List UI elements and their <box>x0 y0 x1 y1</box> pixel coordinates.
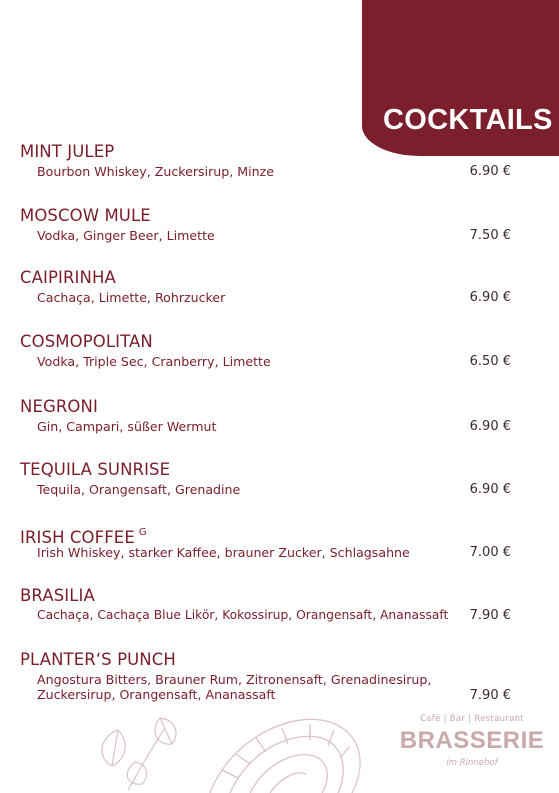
item-name-text: IRISH COFFEE <box>20 528 135 547</box>
menu-item-brasilia <box>20 586 520 623</box>
item-description: Cachaça, Limette, Rohrzucker <box>37 290 226 305</box>
item-name: TEQUILA SUNRISE <box>20 460 171 479</box>
menu-item-mint-julep <box>20 142 520 179</box>
item-description: Tequila, Orangensaft, Grenadine <box>37 482 241 497</box>
logo-name: BRASSERIE <box>399 727 545 754</box>
item-description <box>37 672 497 702</box>
item-price: 7.00 € <box>469 545 511 560</box>
brasserie-logo <box>392 714 552 786</box>
item-description-line: Angostura Bitters, Brauner Rum, Zitronensaft, Grenadinesirup, <box>37 672 432 687</box>
item-name: PLANTER‘S PUNCH <box>20 650 176 669</box>
item-description: Cachaça, Cachaça Blue Likör, Kokossirup, Orangensaft, Ananassaft <box>37 608 449 622</box>
item-price: 6.90 € <box>469 482 511 497</box>
item-name: BRASILIA <box>20 586 95 605</box>
item-price: 6.90 € <box>469 290 511 305</box>
item-name: MINT JULEP <box>20 142 115 161</box>
item-name: COSMOPOLITAN <box>20 332 153 351</box>
item-price: 6.50 € <box>469 354 511 369</box>
item-price: 7.50 € <box>469 228 511 243</box>
menu-item-moscow-mule <box>20 206 520 243</box>
menu-item-planters-punch <box>20 650 520 703</box>
page-title: COCKTAILS <box>383 104 553 136</box>
logo-subtitle: im Rinnehof <box>446 758 498 768</box>
menu-item-cosmopolitan <box>20 332 520 369</box>
item-price: 7.90 € <box>469 688 511 703</box>
logo-tagline: Café | Bar | Restaurant <box>420 714 524 724</box>
item-name: NEGRONI <box>20 397 98 416</box>
item-name: CAIPIRINHA <box>20 268 116 287</box>
item-name: MOSCOW MULE <box>20 206 151 225</box>
item-price: 6.90 € <box>469 419 511 434</box>
menu-item-irish-coffee <box>20 523 520 560</box>
item-description-line: Zuckersirup, Orangensaft, Ananassaft <box>37 687 276 702</box>
item-description: Vodka, Triple Sec, Cranberry, Limette <box>37 354 271 369</box>
item-description: Bourbon Whiskey, Zuckersirup, Minze <box>37 164 274 179</box>
item-price: 7.90 € <box>469 608 511 623</box>
menu-item-tequila-sunrise <box>20 460 520 497</box>
item-description: Irish Whiskey, starker Kaffee, brauner Zucker, Schlagsahne <box>37 545 410 560</box>
menu-item-caipirinha <box>20 268 520 305</box>
item-description: Gin, Campari, süßer Wermut <box>37 419 217 434</box>
item-marker: G <box>138 527 147 538</box>
menu-item-negroni <box>20 397 520 434</box>
item-price: 6.90 € <box>469 164 511 179</box>
item-description: Vodka, Ginger Beer, Limette <box>37 228 215 243</box>
